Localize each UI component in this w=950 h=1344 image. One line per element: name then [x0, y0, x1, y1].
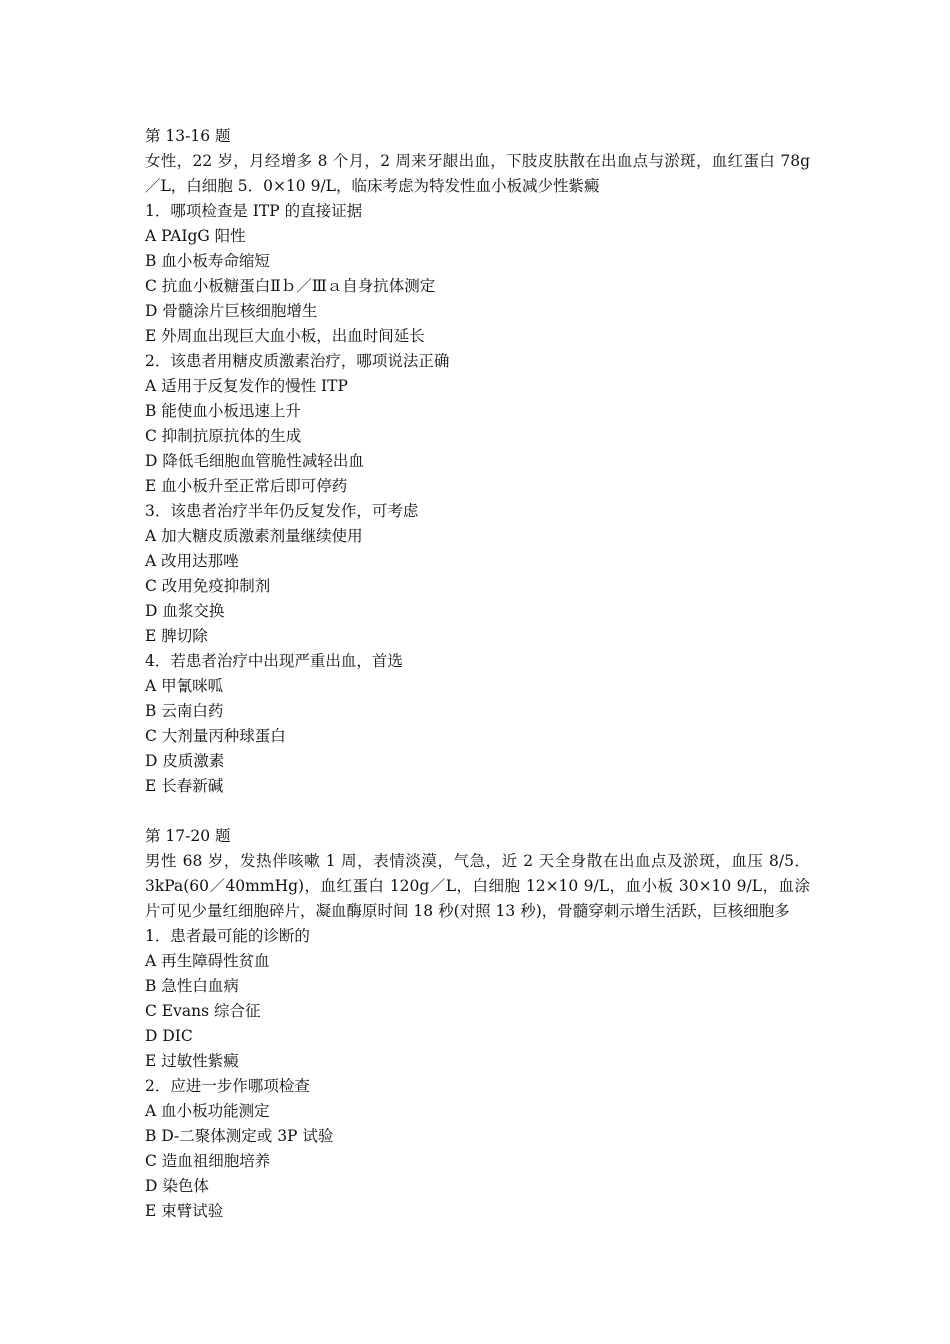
- answer-option: A 适用于反复发作的慢性 ITP: [145, 377, 348, 395]
- question-text: 1．哪项检查是 ITP 的直接证据: [145, 202, 363, 220]
- answer-option: C 造血祖细胞培养: [145, 1152, 271, 1170]
- answer-option: A 加大糖皮质激素剂量继续使用: [145, 527, 363, 545]
- question-section: [145, 124, 810, 799]
- answer-option: B D-二聚体测定或 3P 试验: [145, 1127, 334, 1145]
- answer-option: B 急性白血病: [145, 977, 239, 995]
- section-spacer: [145, 799, 810, 824]
- answer-option: A 改用达那唑: [145, 552, 239, 570]
- case-stem: 女性，22 岁，月经增多 8 个月，2 周来牙龈出血，下肢皮肤散在出血点与淤斑，血红蛋白 78g／L，白细胞 5．0×10 9/L，临床考虑为特发性血小板减少性紫癜: [145, 152, 810, 195]
- answer-option: D 皮质激素: [145, 752, 225, 770]
- answer-option: B 能使血小板迅速上升: [145, 402, 301, 420]
- answer-option: C Evans 综合征: [145, 1002, 261, 1020]
- answer-option: C 改用免疫抑制剂: [145, 577, 271, 595]
- answer-option: E 脾切除: [145, 627, 208, 645]
- answer-option: D DIC: [145, 1027, 193, 1045]
- document-page: [145, 124, 810, 1224]
- answer-option: E 束臂试验: [145, 1202, 224, 1220]
- section-title: 第 13-16 题: [145, 127, 231, 145]
- answer-option: A 甲氰咪呱: [145, 677, 224, 695]
- answer-option: D 染色体: [145, 1177, 209, 1195]
- answer-option: D 血浆交换: [145, 602, 225, 620]
- answer-option: C 抗血小板糖蛋白Ⅱｂ／Ⅲａ自身抗体测定: [145, 277, 436, 295]
- case-stem: 男性 68 岁，发热伴咳嗽 1 周，表情淡漠，气急，近 2 天全身散在出血点及淤斑，血压 8/5．3kPa(60／40mmHg)，血红蛋白 120g／L，白细胞 12×10 9/L，血小板 30×10 9/L，血涂片可见少量红细胞碎片，凝血酶原时间 18 秒(对照 13 秒)，骨髓穿刺示增生活跃，巨核细胞多: [145, 852, 810, 920]
- answer-option: E 外周血出现巨大血小板，出血时间延长: [145, 327, 425, 345]
- answer-option: E 过敏性紫癜: [145, 1052, 239, 1070]
- answer-option: A 血小板功能测定: [145, 1102, 270, 1120]
- answer-option: C 大剂量丙种球蛋白: [145, 727, 286, 745]
- answer-option: C 抑制抗原抗体的生成: [145, 427, 302, 445]
- question-text: 2．该患者用糖皮质激素治疗，哪项说法正确: [145, 352, 450, 370]
- question-text: 2．应进一步作哪项检查: [145, 1077, 310, 1095]
- answer-option: D 骨髓涂片巨核细胞增生: [145, 302, 318, 320]
- answer-option: E 血小板升至正常后即可停药: [145, 477, 348, 495]
- section-title: 第 17-20 题: [145, 827, 231, 845]
- answer-option: B 云南白药: [145, 702, 224, 720]
- answer-option: A 再生障碍性贫血: [145, 952, 270, 970]
- answer-option: E 长春新碱: [145, 777, 224, 795]
- answer-option: A PAIgG 阳性: [145, 227, 246, 245]
- question-text: 4．若患者治疗中出现严重出血，首选: [145, 652, 403, 670]
- question-text: 1．患者最可能的诊断的: [145, 927, 310, 945]
- question-text: 3．该患者治疗半年仍反复发作，可考虑: [145, 502, 419, 520]
- answer-option: D 降低毛细胞血管脆性减轻出血: [145, 452, 364, 470]
- answer-option: B 血小板寿命缩短: [145, 252, 270, 270]
- question-section: [145, 824, 810, 1224]
